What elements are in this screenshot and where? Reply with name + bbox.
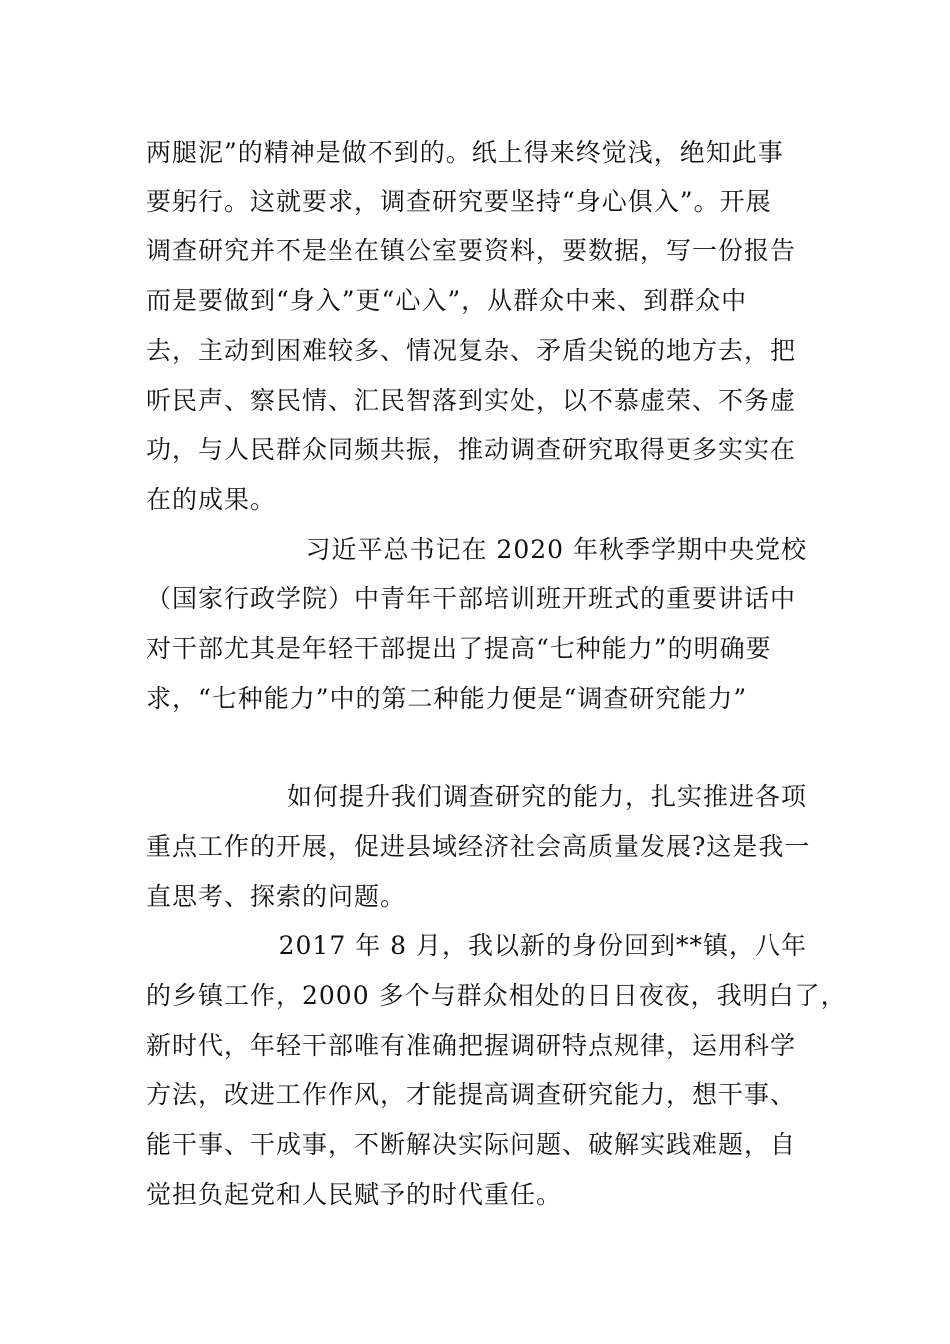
- paragraph-2-line-4: 求，“七种能力”中的第二种能力便是“调查研究能力”: [146, 684, 748, 713]
- paragraph-1-line-2: 要躬行。这就要求，调查研究要坚持“身心俱入”。开展: [146, 187, 772, 216]
- paragraph-3-line-1: 如何提升我们调查研究的能力，扎实推进各项: [286, 782, 807, 811]
- paragraph-4-line-1: 2017 年 8 月，我以新的身份回到**镇，八年: [278, 931, 807, 960]
- paragraph-2-line-1: 习近平总书记在 2020 年秋季学期中央党校: [305, 535, 807, 564]
- paragraph-2-line-3: 对干部尤其是年轻干部提出了提高“七种能力”的明确要: [146, 634, 772, 663]
- paragraph-4-line-2: 的乡镇工作，2000 多个与群众相处的日日夜夜，我明白了，: [146, 981, 847, 1010]
- paragraph-1-line-3: 调查研究并不是坐在镇公室要资料，要数据，写一份报告: [146, 236, 797, 265]
- paragraph-3-line-3: 直思考、探索的问题。: [146, 882, 407, 911]
- paragraph-1-line-1: 两腿泥”的精神是做不到的。纸上得来终觉浅，绝知此事: [146, 138, 784, 167]
- paragraph-4-line-4: 方法，改进工作作风，才能提高调查研究能力，想干事、: [146, 1080, 797, 1109]
- paragraph-1-line-6: 听民声、察民情、汇民智落到实处，以不慕虚荣、不务虚: [146, 386, 797, 415]
- paragraph-1-line-8: 在的成果。: [146, 485, 277, 514]
- paragraph-4-line-3: 新时代，年轻干部唯有准确把握调研特点规律，运用科学: [146, 1031, 797, 1060]
- paragraph-1-line-4: 而是要做到“身入”更“心入”，从群众中来、到群众中: [146, 286, 748, 315]
- paragraph-4-line-6: 觉担负起党和人民赋予的时代重任。: [146, 1180, 563, 1209]
- paragraph-1-line-5: 去，主动到困难较多、情况复杂、矛盾尖锐的地方去，把: [146, 336, 797, 365]
- paragraph-2-line-2: （国家行政学院）中青年干部培训班开班式的重要讲话中: [146, 584, 797, 613]
- paragraph-4-line-5: 能干事、干成事，不断解决实际问题、破解实践难题，自: [146, 1130, 797, 1159]
- paragraph-3-line-2: 重点工作的开展，促进县域经济社会高质量发展?这是我一: [146, 832, 811, 861]
- paragraph-1-line-7: 功，与人民群众同频共振，推动调查研究取得更多实实在: [146, 435, 797, 464]
